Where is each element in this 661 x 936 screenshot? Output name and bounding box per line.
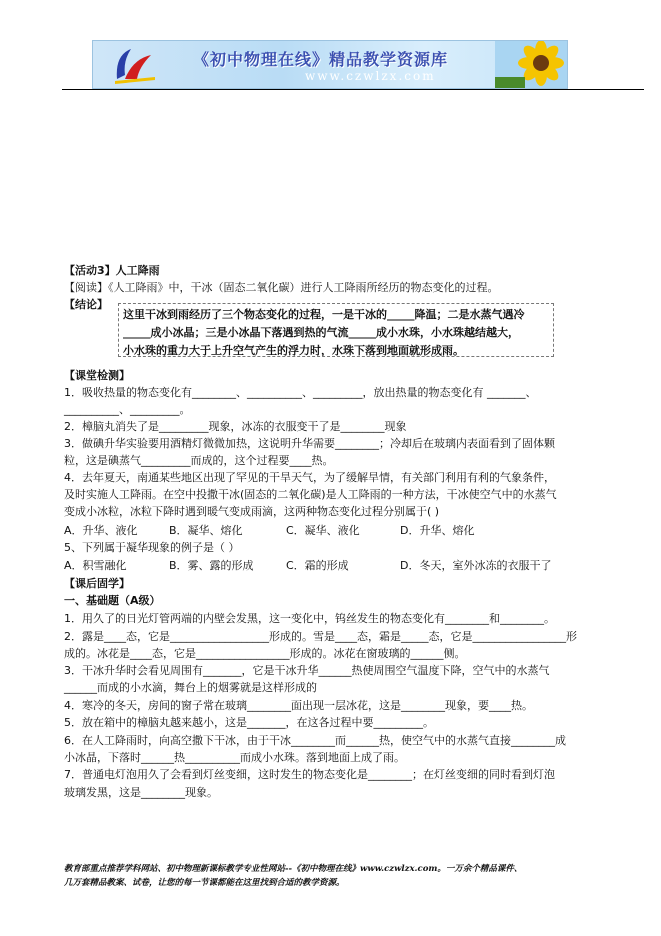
after-line: ______而成的小水滴，舞台上的烟雾就是这样形成的: [64, 681, 317, 694]
banner-url: www.czwlzx.com: [305, 69, 436, 83]
after-line: 3．干冰升华时会看见周围有_______，它是干冰升华______热使周围空气温度下降，空气中的水蒸气: [64, 664, 550, 677]
q5-option-b: B．雾、露的形成: [169, 559, 254, 572]
conclusion-line: 这里干冰到雨经历了三个物态变化的过程，一是干冰的_____降温；二是水蒸气遇冷: [123, 308, 525, 321]
activity-heading: 【活动3】人工降雨: [64, 264, 160, 277]
sunflower-icon: [495, 41, 567, 88]
after-line: 5．放在箱中的樟脑丸越来越小，这是_______，在这各过程中要_________。: [64, 716, 434, 729]
after-line: 4．寒冷的冬天，房间的窗子常在玻璃________面出现一层冰花，这是________现象，要____热。: [64, 699, 533, 712]
conclusion-line: _____成小冰晶；三是小冰晶下落遇到热的气流_____成小水珠，小水珠越结越大，: [123, 326, 519, 339]
conclusion-box: [118, 303, 554, 357]
activity-reading: 【阅读】《人工降雨》中，干冰（固态二氧化碳）进行人工降雨所经历的物态变化的过程。: [64, 281, 499, 294]
after-line: 7．普通电灯泡用久了会看到灯丝变细，这时发生的物态变化是________；在灯丝变细的同时看到灯泡: [64, 768, 555, 781]
after-line: 成的。冰花是____态，它是_________________形成的。冰花在窗玻璃的______侧。: [64, 647, 466, 660]
q4-option-d: D．升华、熔化: [400, 524, 475, 537]
check-line: 2．樟脑丸消失了是_________现象，冰冻的衣服变干了是________现象: [64, 420, 407, 433]
after-line: 小冰晶，下落时______热__________而成小水珠。落到地面上成了雨。: [64, 751, 405, 764]
after-line: 玻璃发黑，这是________现象。: [64, 786, 218, 799]
check-line: __________、_________。: [64, 403, 191, 416]
header-banner: [92, 40, 568, 89]
q4-option-a: A．升华、液化: [64, 524, 138, 537]
footer-line: 教育部重点推荐学科网站、初中物理新课标教学专业性网站--《初中物理在线》www.czwlzx.com。一万余个精品课件、: [64, 864, 523, 874]
header-divider: [62, 89, 644, 90]
after-subheading: 一、基础题（A级）: [64, 594, 161, 607]
q4-option-b: B．凝华、熔化: [169, 524, 243, 537]
q5-option-c: C．霜的形成: [286, 559, 349, 572]
check-line: 4．去年夏天，南通某些地区出现了罕见的干旱天气，为了缓解旱情，有关部门利用有利的气象条件，: [64, 471, 555, 484]
check-line: 及时实施人工降雨。在空中投撒干冰(固态的二氧化碳)是人工降雨的一种方法，干冰使空气中的水蒸气: [64, 488, 557, 501]
check-heading: 【课堂检测】: [64, 369, 130, 382]
check-line: 粒，这是碘蒸气_________而成的，这个过程要____热。: [64, 454, 334, 467]
q5-text: 5、下列属于凝华现象的例子是（ ）: [64, 541, 240, 554]
site-logo-icon: [111, 45, 159, 85]
check-line: 3．做碘升华实验要用酒精灯微微加热，这说明升华需要________；冷却后在玻璃内表面看到了固体颗: [64, 437, 555, 450]
q5-option-a: A．积雪融化: [64, 559, 127, 572]
after-line: 2．露是____态，它是__________________形成的。雪是____态，霜是_____态，它是_________________形: [64, 630, 577, 643]
q5-option-d: D．冬天，室外冰冻的衣服干了: [400, 559, 552, 572]
check-line: 1．吸收热量的物态变化有________、__________、_________，放出热量的物态变化有 _______、: [64, 386, 537, 399]
conclusion-line: 小水珠的重力大于上升空气产生的浮力时，水珠下落到地面就形成雨。: [123, 344, 464, 357]
footer-line: 几万套精品教案、试卷，让您的每一节课都能在这里找到合适的教学资源。: [64, 878, 345, 888]
after-line: 6．在人工降雨时，向高空撒下干冰，由于干冰________而______热，使空气中的水蒸气直接________成: [64, 734, 566, 747]
q4-option-c: C．凝华、液化: [286, 524, 360, 537]
conclusion-label: 【结论】: [64, 298, 108, 311]
after-heading: 【课后固学】: [64, 577, 130, 590]
banner-title: 《初中物理在线》精品教学资源库: [193, 50, 449, 69]
check-line: 变成小冰粒，冰粒下降时遇到暖气变成雨滴，这两种物态变化过程分别属于( ): [64, 505, 440, 518]
after-line: 1．用久了的日光灯管两端的内壁会发黑，这一变化中，钨丝发生的物态变化有________和________。: [64, 612, 555, 625]
